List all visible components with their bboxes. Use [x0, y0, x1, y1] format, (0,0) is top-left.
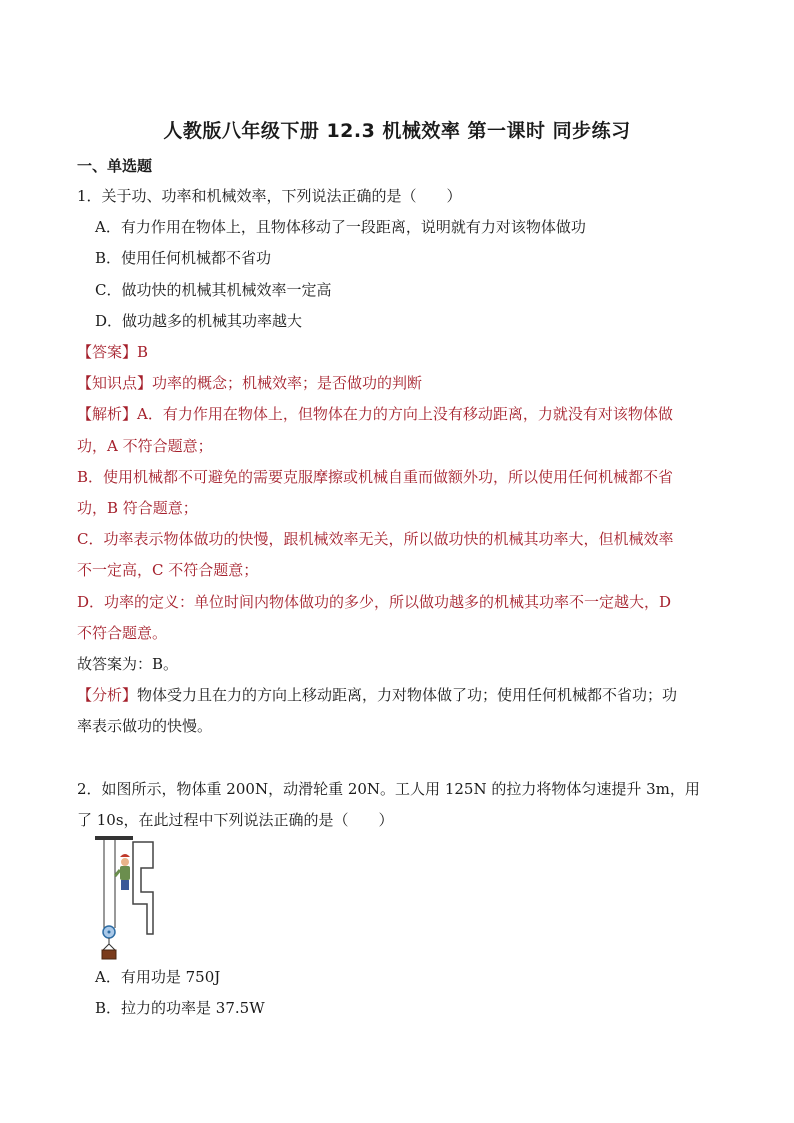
q1-option-c: C．做功快的机械其机械效率一定高 — [95, 281, 332, 299]
q1-option-d: D．做功越多的机械其功率越大 — [95, 312, 303, 330]
worker-head — [121, 858, 129, 866]
section-heading: 一、单选题 — [77, 157, 153, 175]
q2-option-a: A．有用功是 750J — [95, 968, 221, 986]
answer-value: B — [137, 343, 149, 361]
summary-tag: 【分析】 — [77, 686, 138, 704]
q1-stem: 1．关于功、功率和机械效率，下列说法正确的是（ ） — [77, 187, 462, 205]
platform-structure — [133, 842, 153, 934]
load-sling — [103, 944, 115, 950]
q1-analysis-line-2: 功，A 不符合题意； — [77, 437, 213, 455]
worker-hat — [120, 854, 130, 857]
page-title: 人教版八年级下册 12.3 机械效率 第一课时 同步练习 — [163, 120, 631, 142]
q1-option-b: B．使用任何机械都不省功 — [95, 249, 272, 267]
worker-body — [120, 866, 130, 880]
ceiling-beam — [95, 836, 133, 840]
q1-option-a: A．有力作用在物体上，且物体移动了一段距离，说明就有力对该物体做功 — [95, 218, 586, 236]
q1-analysis-line-1 — [77, 404, 673, 424]
q1-analysis-line-4: 功，B 符合题意； — [77, 499, 198, 517]
pulley-diagram — [95, 836, 165, 960]
q1-summary-line-2: 率表示做功的快慢。 — [77, 717, 213, 735]
q1-analysis-line-7: D．功率的定义：单位时间内物体做功的多少，所以做功越多的机械其功率不一定越大，D — [77, 593, 672, 611]
q2-stem-line-2: 了 10s，在此过程中下列说法正确的是（ ） — [77, 811, 394, 829]
knowledge-value: 功率的概念；机械效率；是否做功的判断 — [152, 374, 423, 392]
worker-arm — [115, 870, 120, 876]
analysis-tag: 【解析】 — [77, 405, 138, 423]
q1-knowledge — [77, 373, 422, 393]
analysis-text: A．有力作用在物体上，但物体在力的方向上没有移动距离，力就没有对该物体做 — [137, 405, 673, 423]
q1-analysis-line-6: 不一定高，C 不符合题意； — [77, 561, 259, 579]
q1-analysis-line-8: 不符合题意。 — [77, 624, 168, 642]
pulley-axle — [108, 931, 111, 934]
answer-tag: 【答案】 — [77, 343, 138, 361]
q1-analysis-line-3: B．使用机械都不可避免的需要克服摩擦或机械自重而做额外功，所以使用任何机械都不省 — [77, 468, 674, 486]
worker-legs — [121, 880, 129, 890]
summary-text: 物体受力且在力的方向上移动距离，力对物体做了功；使用任何机械都不省功；功 — [137, 686, 678, 704]
q2-option-b: B．拉力的功率是 37.5W — [95, 999, 265, 1017]
q1-answer — [77, 342, 148, 362]
knowledge-tag: 【知识点】 — [77, 374, 153, 392]
q2-stem-line-1: 2．如图所示，物体重 200N，动滑轮重 20N。工人用 125N 的拉力将物体匀速提升 3m，用 — [77, 780, 700, 798]
load-box — [102, 950, 116, 959]
q1-summary-line-1 — [77, 685, 677, 705]
q1-conclusion: 故答案为：B。 — [77, 655, 179, 673]
q1-analysis-line-5: C．功率表示物体做功的快慢，跟机械效率无关，所以做功快的机械其功率大，但机械效率 — [77, 530, 674, 548]
